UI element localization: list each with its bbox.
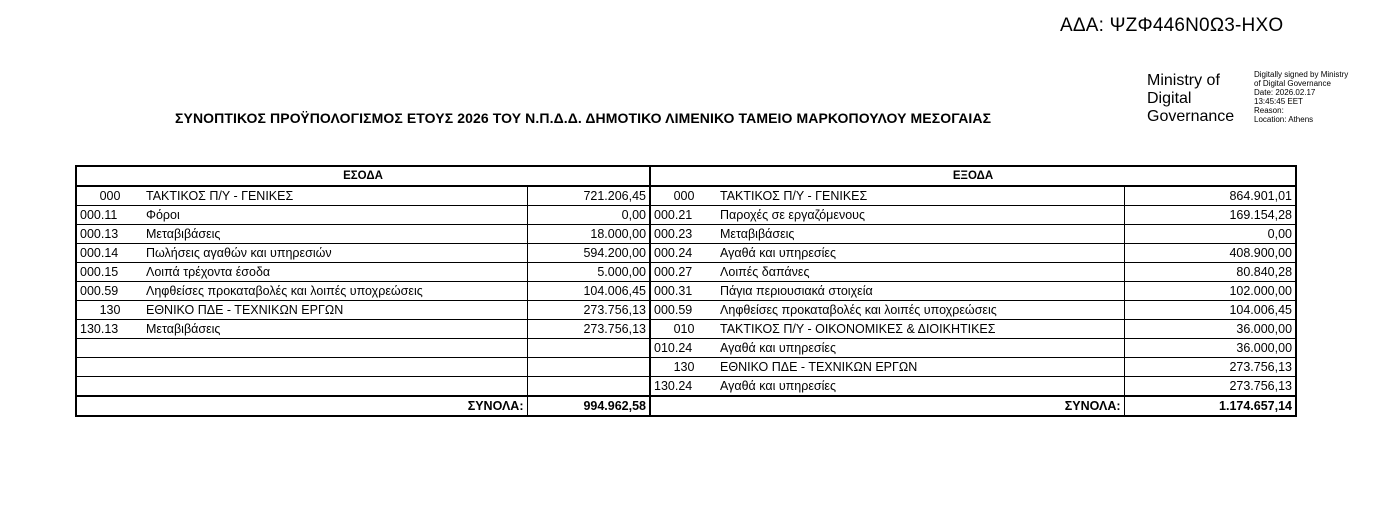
income-description bbox=[143, 339, 527, 358]
expense-code: 010.24 bbox=[650, 339, 717, 358]
income-amount: 5.000,00 bbox=[527, 263, 650, 282]
signature-line: Governance bbox=[1147, 108, 1235, 125]
expense-description: Πάγια περιουσιακά στοιχεία bbox=[717, 282, 1124, 301]
expense-amount: 273.756,13 bbox=[1124, 358, 1296, 377]
income-description: Λοιπά τρέχοντα έσοδα bbox=[143, 263, 527, 282]
budget-summary-table bbox=[75, 165, 1297, 417]
income-amount: 721.206,45 bbox=[527, 186, 650, 206]
expense-amount: 408.900,00 bbox=[1124, 244, 1296, 263]
table-row bbox=[76, 320, 1296, 339]
expense-totals-value: 1.174.657,14 bbox=[1124, 396, 1296, 416]
signature-detail: of Digital Governance bbox=[1254, 79, 1331, 88]
document-title: ΣΥΝΟΠΤΙΚΟΣ ΠΡΟΫΠΟΛΟΓΙΣΜΟΣ ΕΤΟΥΣ 2026 ΤΟΥ Ν.Π.Δ.Δ. ΔΗΜΟΤΙΚΟ ΛΙΜΕΝΙΚΟ ΤΑΜΕΙΟ ΜΑΡΚΟΠΟΥΛΟΥ ΜΕΣΟΓΑΙΑΣ bbox=[175, 110, 992, 126]
income-code bbox=[76, 377, 143, 397]
expense-code: 130 bbox=[650, 358, 717, 377]
expense-code: 000.27 bbox=[650, 263, 717, 282]
income-amount bbox=[527, 339, 650, 358]
income-amount: 18.000,00 bbox=[527, 225, 650, 244]
expense-description: Αγαθά και υπηρεσίες bbox=[717, 244, 1124, 263]
income-description bbox=[143, 358, 527, 377]
expense-amount: 80.840,28 bbox=[1124, 263, 1296, 282]
income-code: 130.13 bbox=[76, 320, 143, 339]
table-row bbox=[76, 263, 1296, 282]
table-row bbox=[76, 225, 1296, 244]
expense-description: ΕΘΝΙΚΟ ΠΔΕ - ΤΕΧΝΙΚΩΝ ΕΡΓΩΝ bbox=[717, 358, 1124, 377]
income-code: 130 bbox=[76, 301, 143, 320]
table-row bbox=[76, 358, 1296, 377]
income-code: 000 bbox=[76, 186, 143, 206]
table-row bbox=[76, 339, 1296, 358]
signature-detail: Digitally signed by Ministry bbox=[1254, 70, 1349, 79]
table-row bbox=[76, 377, 1296, 397]
income-amount: 594.200,00 bbox=[527, 244, 650, 263]
table-row bbox=[76, 282, 1296, 301]
income-description: Φόροι bbox=[143, 206, 527, 225]
income-totals-value: 994.962,58 bbox=[527, 396, 650, 416]
expense-description: Αγαθά και υπηρεσίες bbox=[717, 339, 1124, 358]
expense-code: 000.59 bbox=[650, 301, 717, 320]
income-totals-label: ΣΥΝΟΛΑ: bbox=[76, 396, 527, 416]
income-code: 000.13 bbox=[76, 225, 143, 244]
expense-code: 130.24 bbox=[650, 377, 717, 397]
income-description: Πωλήσεις αγαθών και υπηρεσιών bbox=[143, 244, 527, 263]
income-description: ΕΘΝΙΚΟ ΠΔΕ - ΤΕΧΝΙΚΩΝ ΕΡΓΩΝ bbox=[143, 301, 527, 320]
expense-amount: 104.006,45 bbox=[1124, 301, 1296, 320]
income-description: ΤΑΚΤΙΚΟΣ Π/Υ - ΓΕΝΙΚΕΣ bbox=[143, 186, 527, 206]
income-amount bbox=[527, 377, 650, 397]
income-code: 000.11 bbox=[76, 206, 143, 225]
expense-code: 000.31 bbox=[650, 282, 717, 301]
expense-description: ΤΑΚΤΙΚΟΣ Π/Υ - ΓΕΝΙΚΕΣ bbox=[717, 186, 1124, 206]
expense-code: 000.24 bbox=[650, 244, 717, 263]
income-description: Ληφθείσες προκαταβολές και λοιπές υποχρεώσεις bbox=[143, 282, 527, 301]
expense-amount: 273.756,13 bbox=[1124, 377, 1296, 397]
income-description: Μεταβιβάσεις bbox=[143, 225, 527, 244]
digital-signature-issuer bbox=[1147, 72, 1234, 126]
expense-description: Ληφθείσες προκαταβολές και λοιπές υποχρεώσεις bbox=[717, 301, 1124, 320]
expense-code: 000.21 bbox=[650, 206, 717, 225]
expense-amount: 169.154,28 bbox=[1124, 206, 1296, 225]
expense-description: Αγαθά και υπηρεσίες bbox=[717, 377, 1124, 397]
expense-totals-label: ΣΥΝΟΛΑ: bbox=[650, 396, 1124, 416]
signature-detail: Location: Athens bbox=[1254, 115, 1314, 124]
table-header-row bbox=[76, 166, 1296, 186]
signature-detail: Date: 2026.02.17 bbox=[1254, 88, 1316, 97]
table-row bbox=[76, 206, 1296, 225]
expense-amount: 36.000,00 bbox=[1124, 320, 1296, 339]
expense-description: Λοιπές δαπάνες bbox=[717, 263, 1124, 282]
signature-detail: Reason: bbox=[1254, 106, 1284, 115]
expense-description: Παροχές σε εργαζόμενους bbox=[717, 206, 1124, 225]
table-row bbox=[76, 301, 1296, 320]
signature-line: Ministry of bbox=[1147, 72, 1220, 89]
signature-line: Digital bbox=[1147, 90, 1192, 107]
digital-signature-details bbox=[1254, 70, 1379, 124]
expense-description: Μεταβιβάσεις bbox=[717, 225, 1124, 244]
income-description: Μεταβιβάσεις bbox=[143, 320, 527, 339]
income-code: 000.59 bbox=[76, 282, 143, 301]
ada-code: ΑΔΑ: ΨΖΦ446Ν0Ω3-ΗΧΟ bbox=[1060, 15, 1284, 36]
expense-amount: 0,00 bbox=[1124, 225, 1296, 244]
table-row bbox=[76, 186, 1296, 206]
income-amount: 104.006,45 bbox=[527, 282, 650, 301]
income-code: 000.14 bbox=[76, 244, 143, 263]
income-amount: 273.756,13 bbox=[527, 320, 650, 339]
income-header: ΕΣΟΔΑ bbox=[76, 166, 650, 186]
income-code bbox=[76, 358, 143, 377]
income-amount: 0,00 bbox=[527, 206, 650, 225]
expense-amount: 864.901,01 bbox=[1124, 186, 1296, 206]
income-code: 000.15 bbox=[76, 263, 143, 282]
totals-row bbox=[76, 396, 1296, 416]
income-code bbox=[76, 339, 143, 358]
income-description bbox=[143, 377, 527, 397]
income-amount bbox=[527, 358, 650, 377]
table-row bbox=[76, 244, 1296, 263]
expense-header: ΕΞΟΔΑ bbox=[650, 166, 1296, 186]
expense-description: ΤΑΚΤΙΚΟΣ Π/Υ - ΟΙΚΟΝΟΜΙΚΕΣ & ΔΙΟΙΚΗΤΙΚΕΣ bbox=[717, 320, 1124, 339]
expense-code: 010 bbox=[650, 320, 717, 339]
expense-code: 000.23 bbox=[650, 225, 717, 244]
expense-amount: 102.000,00 bbox=[1124, 282, 1296, 301]
income-amount: 273.756,13 bbox=[527, 301, 650, 320]
expense-code: 000 bbox=[650, 186, 717, 206]
expense-amount: 36.000,00 bbox=[1124, 339, 1296, 358]
signature-detail: 13:45:45 EET bbox=[1254, 97, 1303, 106]
